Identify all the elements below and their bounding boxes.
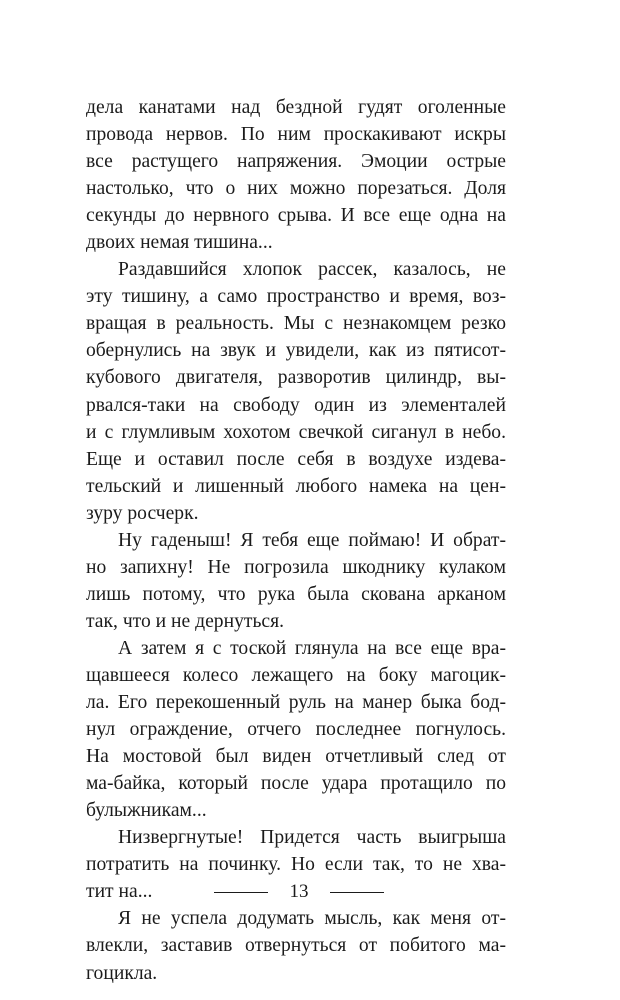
footer-rule-right bbox=[330, 892, 384, 893]
text-line: Раздавшийся хлопок рассек, казалось, не bbox=[118, 259, 506, 281]
footer-rule-left bbox=[214, 892, 268, 893]
text-line: Ну гаденыш! Я тебя еще поймаю! И обрат- bbox=[118, 529, 506, 551]
text-line: и с глумливым хохотом свечкой сиганул в небо. bbox=[86, 421, 506, 443]
text-line: щавшееся колесо лежащего на боку магоцик- bbox=[86, 664, 506, 686]
text-line: А затем я с тоской глянула на все еще вра- bbox=[118, 637, 506, 659]
page-footer bbox=[214, 880, 384, 904]
text-line: влекли, заставив отвернуться от побитого ма- bbox=[86, 935, 506, 957]
text-line: секунды до нервного срыва. И все еще одна на bbox=[86, 205, 506, 227]
text-line: Еще и оставил после себя в воздухе издева- bbox=[86, 448, 506, 470]
text-line: ла. Его перекошенный руль на манер быка бод- bbox=[86, 692, 506, 714]
text-line: Низвергнутые! Придется часть выигрыша bbox=[118, 827, 506, 849]
body-text bbox=[86, 94, 506, 987]
text-line: дела канатами над бездной гудят оголенные bbox=[86, 97, 506, 118]
text-line: лишь потому, что рука была скована арканом bbox=[86, 583, 506, 605]
text-line: На мостовой был виден отчетливый след от bbox=[86, 746, 506, 768]
text-line: гоцикла. bbox=[86, 962, 158, 984]
page-number: 13 bbox=[289, 881, 309, 902]
text-line: потратить на починку. Но если так, то не хва- bbox=[86, 854, 506, 876]
text-line: эту тишину, а само пространство и время, воз- bbox=[86, 286, 506, 308]
text-line: двоих немая тишина... bbox=[86, 232, 273, 254]
text-line: рвался-таки на свободу один из элементалей bbox=[86, 394, 506, 416]
text-line: тит на... bbox=[86, 881, 153, 903]
text-line: но запихну! Не погрозила шкоднику кулаком bbox=[86, 556, 506, 578]
text-line: Я не успела додумать мысль, как меня от- bbox=[118, 908, 506, 930]
text-line: зуру росчерк. bbox=[86, 502, 199, 524]
text-line: провода нервов. По ним проскакивают искры bbox=[86, 124, 506, 146]
text-line: обернулись на звук и увидели, как из пятисот- bbox=[86, 340, 506, 362]
text-line: тельский и лишенный любого намека на цен- bbox=[86, 475, 506, 497]
text-line: так, что и не дернуться. bbox=[86, 610, 284, 632]
text-line: все растущего напряжения. Эмоции острые bbox=[86, 151, 506, 173]
text-line: ма-байка, который после удара протащило по bbox=[86, 773, 506, 795]
text-line: настолько, что о них можно порезаться. Доля bbox=[86, 178, 506, 200]
text-line: булыжникам... bbox=[86, 800, 207, 822]
text-line: вращая в реальность. Мы с незнакомцем резко bbox=[86, 313, 506, 335]
text-line: нул ограждение, отчего последнее погнулось. bbox=[86, 719, 506, 741]
text-line: кубового двигателя, разворотив цилиндр, вы- bbox=[86, 367, 506, 389]
